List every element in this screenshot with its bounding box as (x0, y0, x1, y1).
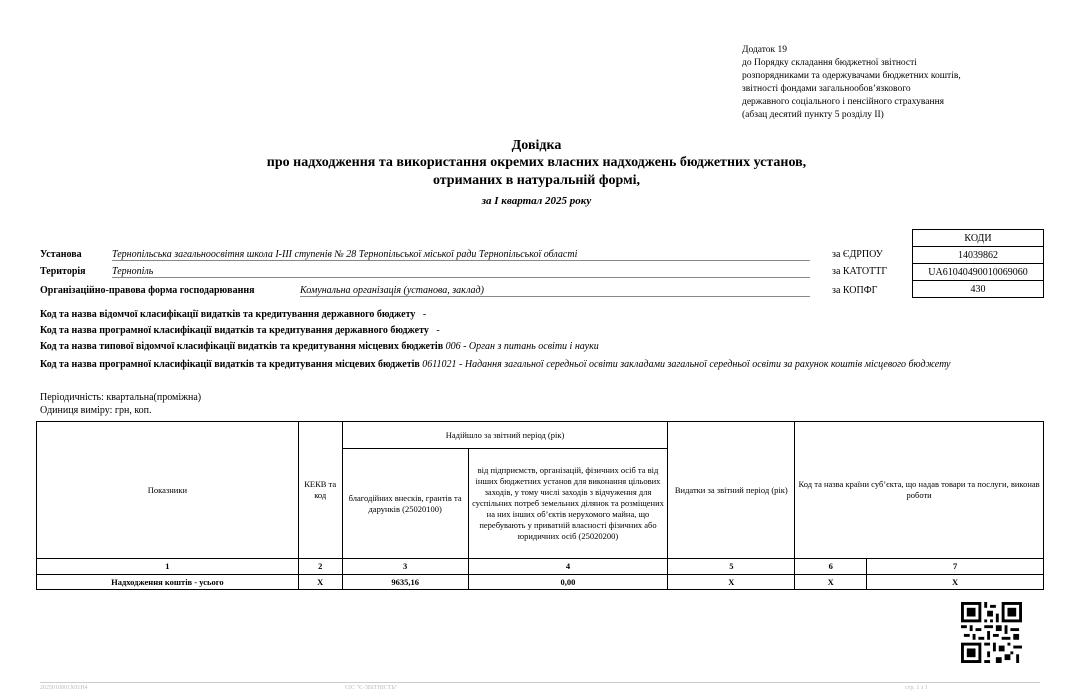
col-num: 6 (795, 559, 867, 575)
header-indicators: Показники (37, 422, 299, 559)
territory-value: Тернопіль (112, 266, 810, 278)
qr-code (961, 602, 1022, 663)
header-other: від підприємств, організацій, фізичних осіб та від інших бюджетних установ для виконання цільових заходів, у тому числі заходів з відчуження для суспільних потреб земельних ділянок та розміщених на них інших об’єктів нерухомого майна, що перебувають у приватній власності фізичних або юридичних осіб (25020200) (468, 449, 668, 559)
row-kekv: X (298, 575, 342, 590)
territory-label: Територія (40, 266, 86, 277)
kopfg-value: 430 (913, 281, 1044, 298)
class-dept-label: Код та назва відомчої класифікації видатків та кредитування державного бюджету (40, 309, 416, 320)
col-num: 4 (468, 559, 668, 575)
annex-line: Додаток 19 (742, 45, 788, 55)
header-charity: благодійних внесків, грантів та дарунків (25020100) (342, 449, 468, 559)
annex-line: звітності фондами загальнообов’язкового (742, 84, 911, 94)
col-num: 1 (37, 559, 299, 575)
qr-modules (961, 602, 1022, 663)
col-num: 5 (668, 559, 795, 575)
katottg-value: UA61040490010069060 (913, 264, 1044, 281)
class-typical-value: 006 - Орган з питань освіти і науки (445, 341, 599, 352)
edrpou-value: 14039862 (913, 247, 1044, 264)
class-local-value: 0611021 - Надання загальної середньої освіти закладами загальної середньої освіти за рахунок коштів місцевого бюджету (422, 359, 951, 370)
header-received: Надійшло за звітний період (рік) (342, 422, 668, 449)
class-dept (40, 309, 426, 320)
doc-title: Довідка (511, 138, 562, 153)
class-prog (40, 325, 440, 336)
periodicity: Періодичність: квартальна(проміжна) (40, 392, 202, 403)
katottg-label: за КАТОТТГ (832, 266, 888, 277)
header-expenses: Видатки за звітний період (рік) (668, 422, 795, 559)
footer-mid: ЄІС "Є-ЗВІТНІСТЬ" (345, 685, 398, 691)
annex-line: до Порядку складання бюджетної звітності (742, 58, 917, 68)
report-period: за I квартал 2025 року (481, 195, 592, 207)
org-form-label: Організаційно-правова форма господарювання (40, 285, 255, 296)
edrpou-label: за ЄДРПОУ (832, 249, 883, 260)
class-prog-label: Код та назва програмної класифікації видатків та кредитування державного бюджету (40, 325, 429, 336)
class-prog-value: - (436, 325, 440, 336)
unit: Одиниця виміру: грн, коп. (40, 405, 152, 416)
column-number-row (37, 559, 1044, 575)
class-local-label: Код та назва програмної класифікації видатків та кредитування місцевих бюджетів (40, 359, 420, 370)
header-country: Код та назва країни суб’єкта, що надав товари та послуги, виконав роботи (795, 422, 1044, 559)
row-name: Надходження коштів - усього (37, 575, 299, 590)
class-local (40, 358, 1025, 371)
annex-line: розпорядниками та одержувачами бюджетних коштів, (742, 71, 961, 81)
institution-value: Тернопільська загальноосвітня школа І-ІІІ ступенів № 28 Тернопільської міської ради Тернопільської області (112, 249, 810, 261)
row-charity: 9635,16 (342, 575, 468, 590)
annex-line: (абзац десятий пункту 5 розділу II) (742, 110, 884, 120)
class-typical-label: Код та назва типової відомчої класифікації видатків та кредитування місцевих бюджетів (40, 341, 444, 352)
codes-title: КОДИ (913, 230, 1044, 247)
org-form-value: Комунальна організація (установа, заклад) (300, 285, 810, 297)
page-footer (40, 682, 1040, 691)
codes-table (912, 229, 1044, 298)
col-num: 2 (298, 559, 342, 575)
footer-right: стр. 1 з 1 (905, 685, 928, 691)
report-table (36, 421, 1044, 590)
col-num: 7 (867, 559, 1044, 575)
header-kekv: КЕКВ та код (298, 422, 342, 559)
row-code: X (795, 575, 867, 590)
row-other: 0,00 (468, 575, 668, 590)
table-row (37, 575, 1044, 590)
kopfg-label: за КОПФГ (832, 285, 878, 296)
institution-label: Установа (40, 249, 82, 260)
class-dept-value: - (422, 309, 427, 320)
annex-line: державного соціального і пенсійного страхування (742, 97, 945, 107)
doc-title-line3: отриманих в натуральній формі, (432, 173, 641, 188)
footer-left: 2025010001Х01Н4 (40, 685, 88, 691)
annex-note (742, 44, 961, 122)
row-expenses: X (668, 575, 795, 590)
doc-title-line2: про надходження та використання окремих власних надходжень бюджетних установ, (266, 155, 807, 170)
row-country: X (867, 575, 1044, 590)
col-num: 3 (342, 559, 468, 575)
class-typical (40, 341, 599, 352)
